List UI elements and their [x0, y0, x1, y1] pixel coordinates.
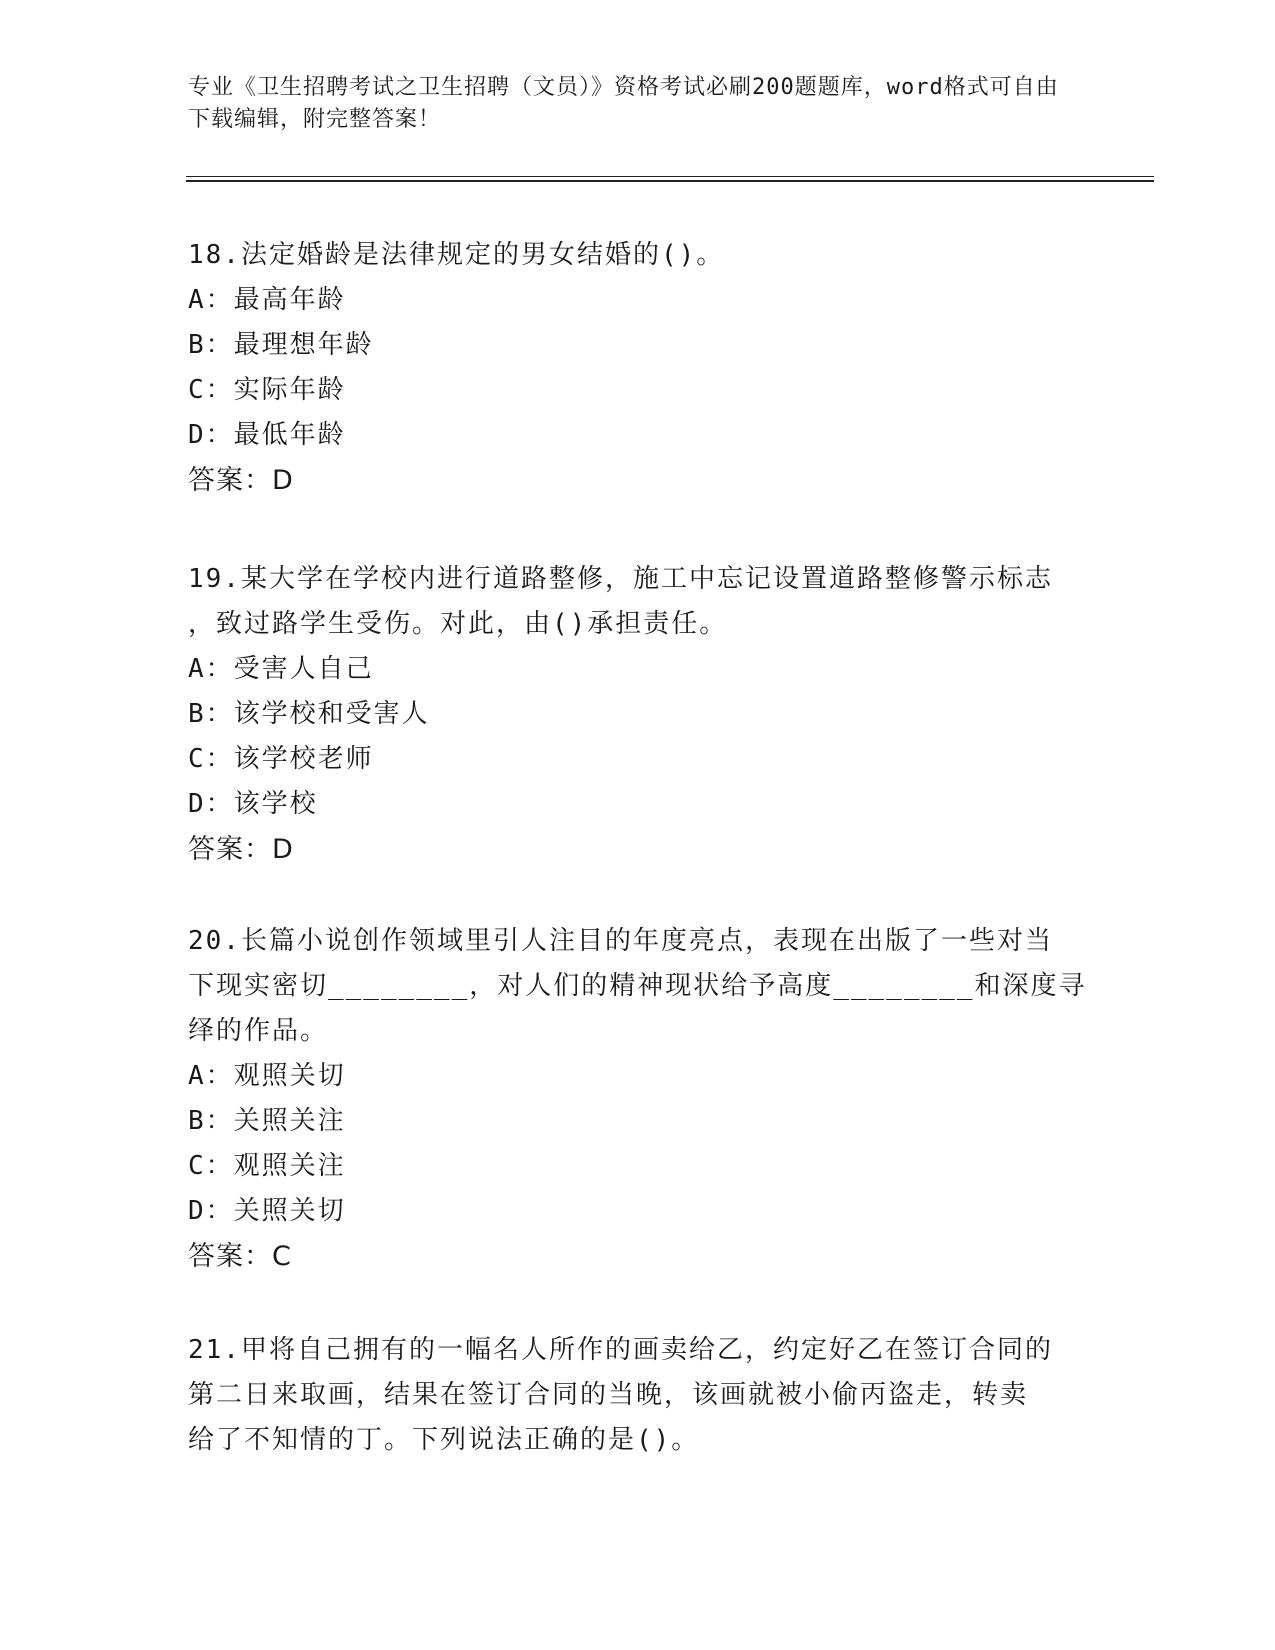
- option-c: C：该学校老师: [188, 744, 374, 774]
- question-stem-line-3: 给了不知情的丁。下列说法正确的是()。: [188, 1425, 700, 1455]
- question-21: [188, 1328, 1088, 1463]
- page-header: 专业《卫生招聘考试之卫生招聘（文员）》资格考试必刷200题题库，word格式可自由下载编辑，附完整答案！: [188, 75, 1059, 132]
- question-stem: 18.法定婚龄是法律规定的男女结婚的()。: [188, 240, 725, 270]
- answer: 答案：D: [188, 465, 294, 496]
- option-c: C：实际年龄: [188, 375, 346, 405]
- option-a: A：受害人自己: [188, 654, 374, 684]
- option-a: A：观照关切: [188, 1061, 346, 1091]
- option-a: A：最高年龄: [188, 285, 346, 315]
- option-c: C：观照关注: [188, 1151, 346, 1181]
- option-b: B：关照关注: [188, 1106, 346, 1136]
- question-20: [188, 919, 1088, 1279]
- question-stem-line-2: 下现实密切________，对人们的精神现状给予高度________和深度寻: [188, 971, 1087, 1001]
- question-19: [188, 557, 1088, 872]
- answer: 答案：C: [188, 1241, 292, 1272]
- question-stem-line-1: 20.长篇小说创作领域里引人注目的年度亮点，表现在出版了一些对当: [188, 926, 1053, 956]
- question-stem-line-2: ，致过路学生受伤。对此，由()承担责任。: [188, 609, 728, 639]
- header-divider: [186, 176, 1154, 182]
- option-d: D：该学校: [188, 789, 318, 819]
- answer: 答案：D: [188, 834, 294, 865]
- question-stem-line-1: 21.甲将自己拥有的一幅名人所作的画卖给乙，约定好乙在签订合同的: [188, 1335, 1053, 1365]
- option-d: D：最低年龄: [188, 420, 346, 450]
- option-b: B：最理想年龄: [188, 330, 374, 360]
- question-stem-line-2: 第二日来取画，结果在签订合同的当晚，该画就被小偷丙盗走，转卖: [188, 1380, 1029, 1410]
- question-stem-line-1: 19.某大学在学校内进行道路整修，施工中忘记设置道路整修警示标志: [188, 564, 1053, 594]
- question-18: [188, 232, 1088, 503]
- question-stem-line-3: 绎的作品。: [188, 1016, 329, 1046]
- option-b: B：该学校和受害人: [188, 699, 430, 729]
- option-d: D：关照关切: [188, 1196, 346, 1226]
